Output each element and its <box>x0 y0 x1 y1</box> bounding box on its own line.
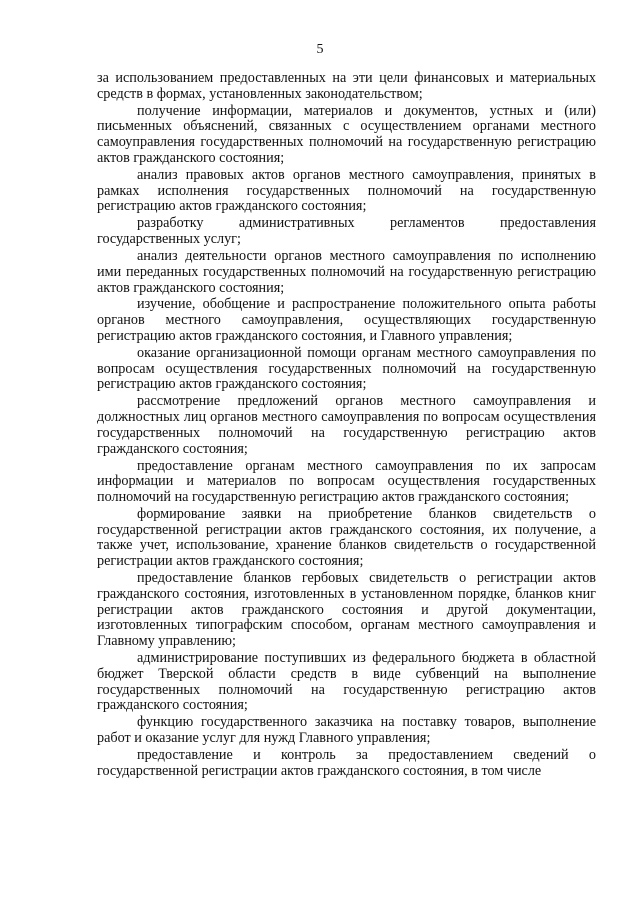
paragraph: предоставление органам местного самоуправления по их запросам информации и материалов по вопросам осуществления государственных полномочий на государственную регистрацию актов гражданского состояния; <box>97 457 596 505</box>
paragraph: формирование заявки на приобретение бланков свидетельств о государственной регистрации актов гражданского состояния, их получение, а также учет, использование, хранение бланков свидетельств о государственной регистрации актов гражданского состояния; <box>97 505 596 570</box>
paragraph: рассмотрение предложений органов местного самоуправления и должностных лиц органов местного самоуправления по вопросам осуществления государственных полномочий на государственную регистрацию актов гражданского состояния; <box>97 393 596 457</box>
paragraph: за использованием предоставленных на эти цели финансовых и материальных средств в формах, установленных законодательством; <box>97 70 596 102</box>
paragraph: администрирование поступивших из федерального бюджета в областной бюджет Тверской области средств в виде субвенций на выполнение государственных полномочий на государственную регистрацию актов гражданского состояния; <box>97 650 596 714</box>
paragraph: функцию государственного заказчика на поставку товаров, выполнение работ и оказание услуг для нужд Главного управления; <box>97 714 596 746</box>
paragraph: получение информации, материалов и документов, устных и (или) письменных объяснений, связанных с осуществлением органами местного самоуправления государственных полномочий на государственную регистрацию актов гражданского состояния; <box>97 102 596 166</box>
paragraph: анализ правовых актов органов местного самоуправления, принятых в рамках исполнения государственных полномочий на государственную регистрацию актов гражданского состояния; <box>97 166 596 215</box>
paragraph: анализ деятельности органов местного самоуправления по исполнению ими переданных государственных полномочий на государственную регистрацию актов гражданского состояния; <box>97 248 596 296</box>
paragraph: оказание организационной помощи органам местного самоуправления по вопросам осуществления государственных полномочий на государственную регистрацию актов гражданского состояния; <box>97 344 596 393</box>
paragraph: предоставление бланков гербовых свидетельств о регистрации актов гражданского состояния, изготовленных в установленном порядке, бланков книг регистрации актов гражданского состояния и другой документации, изготовленных типографским способом, органам местного самоуправления и Главному управлению; <box>97 570 596 650</box>
document-body <box>97 71 596 779</box>
paragraph: изучение, обобщение и распространение положительного опыта работы органов местного самоуправления, осуществляющих государственную регистрацию актов гражданского состояния, и Главного управления; <box>97 296 596 344</box>
paragraph: предоставление и контроль за предоставлением сведений о государственной регистрации актов гражданского состояния, в том числе <box>97 746 596 779</box>
page-number: 5 <box>316 42 324 57</box>
paragraph: разработку административных регламентов предоставления государственных услуг; <box>97 215 596 248</box>
